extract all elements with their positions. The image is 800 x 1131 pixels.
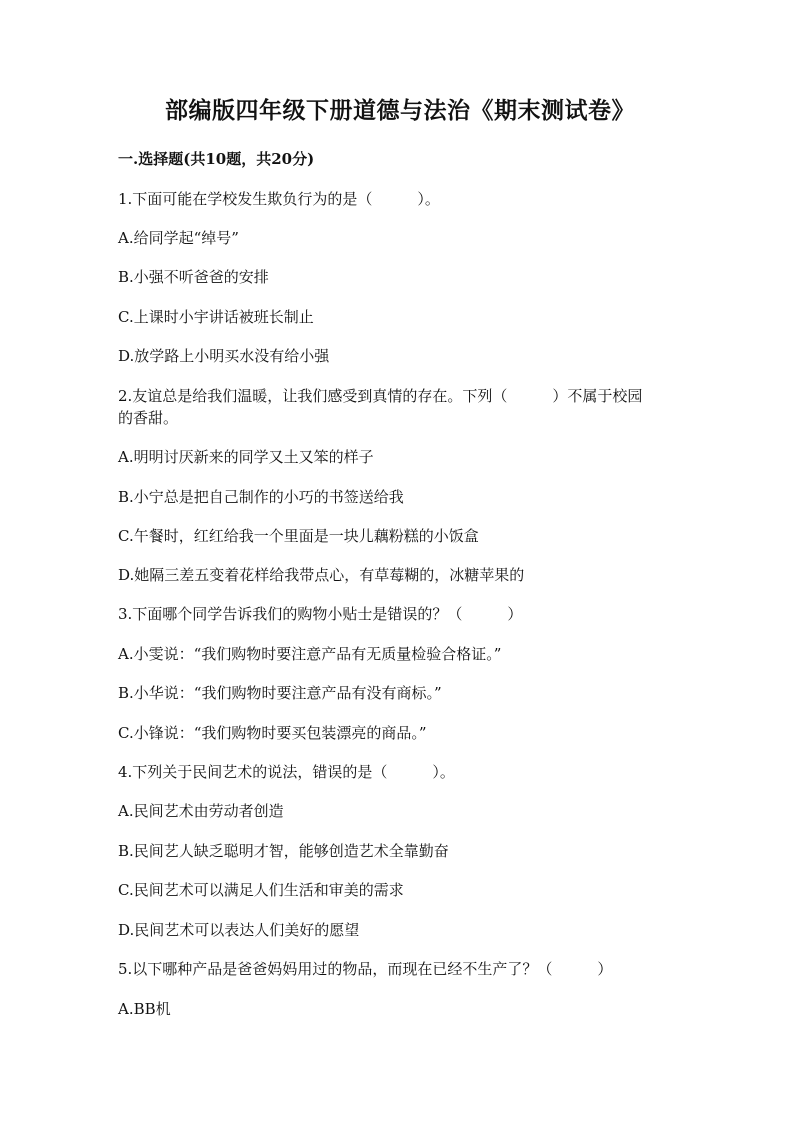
question-2-stem-line-1: 2.友谊总是给我们温暖，让我们感受到真情的存在。下列（ ）不属于校园	[118, 387, 643, 405]
question-5-stem: 5.以下哪种产品是爸爸妈妈用过的物品，而现在已经不生产了？（ ）	[118, 960, 613, 978]
question-1-option-a: A.给同学起“绰号”	[118, 229, 239, 247]
question-1-option-c: C.上课时小宇讲话被班长制止	[118, 308, 314, 326]
question-3-stem: 3.下面哪个同学告诉我们的购物小贴士是错误的？（ ）	[118, 605, 523, 623]
question-2-option-c: C.午餐时，红红给我一个里面是一块儿藕粉糕的小饭盒	[118, 527, 479, 545]
question-2-stem-line-2: 的香甜。	[118, 409, 179, 427]
question-2-option-d: D.她隔三差五变着花样给我带点心，有草莓糊的，冰糖苹果的	[118, 566, 525, 584]
question-3-option-a: A.小雯说：“我们购物时要注意产品有无质量检验合格证。”	[118, 645, 502, 663]
document-title: 部编版四年级下册道德与法治《期末测试卷》	[165, 97, 635, 124]
question-1-option-b: B.小强不听爸爸的安排	[118, 268, 269, 286]
question-1-option-d: D.放学路上小明买水没有给小强	[118, 347, 330, 365]
question-4-option-d: D.民间艺术可以表达人们美好的愿望	[118, 921, 360, 939]
question-3-option-b: B.小华说：“我们购物时要注意产品有没有商标。”	[118, 684, 442, 702]
question-4-option-c: C.民间艺术可以满足人们生活和审美的需求	[118, 881, 404, 899]
question-4-stem: 4.下列关于民间艺术的说法，错误的是（ ）。	[118, 763, 455, 781]
question-4-option-b: B.民间艺人缺乏聪明才智，能够创造艺术全靠勤奋	[118, 842, 449, 860]
question-2-option-b: B.小宁总是把自己制作的小巧的书签送给我	[118, 488, 404, 506]
question-2-option-a: A.明明讨厌新来的同学又土又笨的样子	[118, 448, 374, 466]
question-3-option-c: C.小锋说：“我们购物时要买包装漂亮的商品。”	[118, 724, 427, 742]
question-5-option-a: A.BB机	[118, 1000, 171, 1018]
question-1-stem: 1.下面可能在学校发生欺负行为的是（ ）。	[118, 190, 440, 208]
question-4-option-a: A.民间艺术由劳动者创造	[118, 802, 284, 820]
section-heading: 一.选择题(共10题，共20分)	[118, 150, 315, 168]
